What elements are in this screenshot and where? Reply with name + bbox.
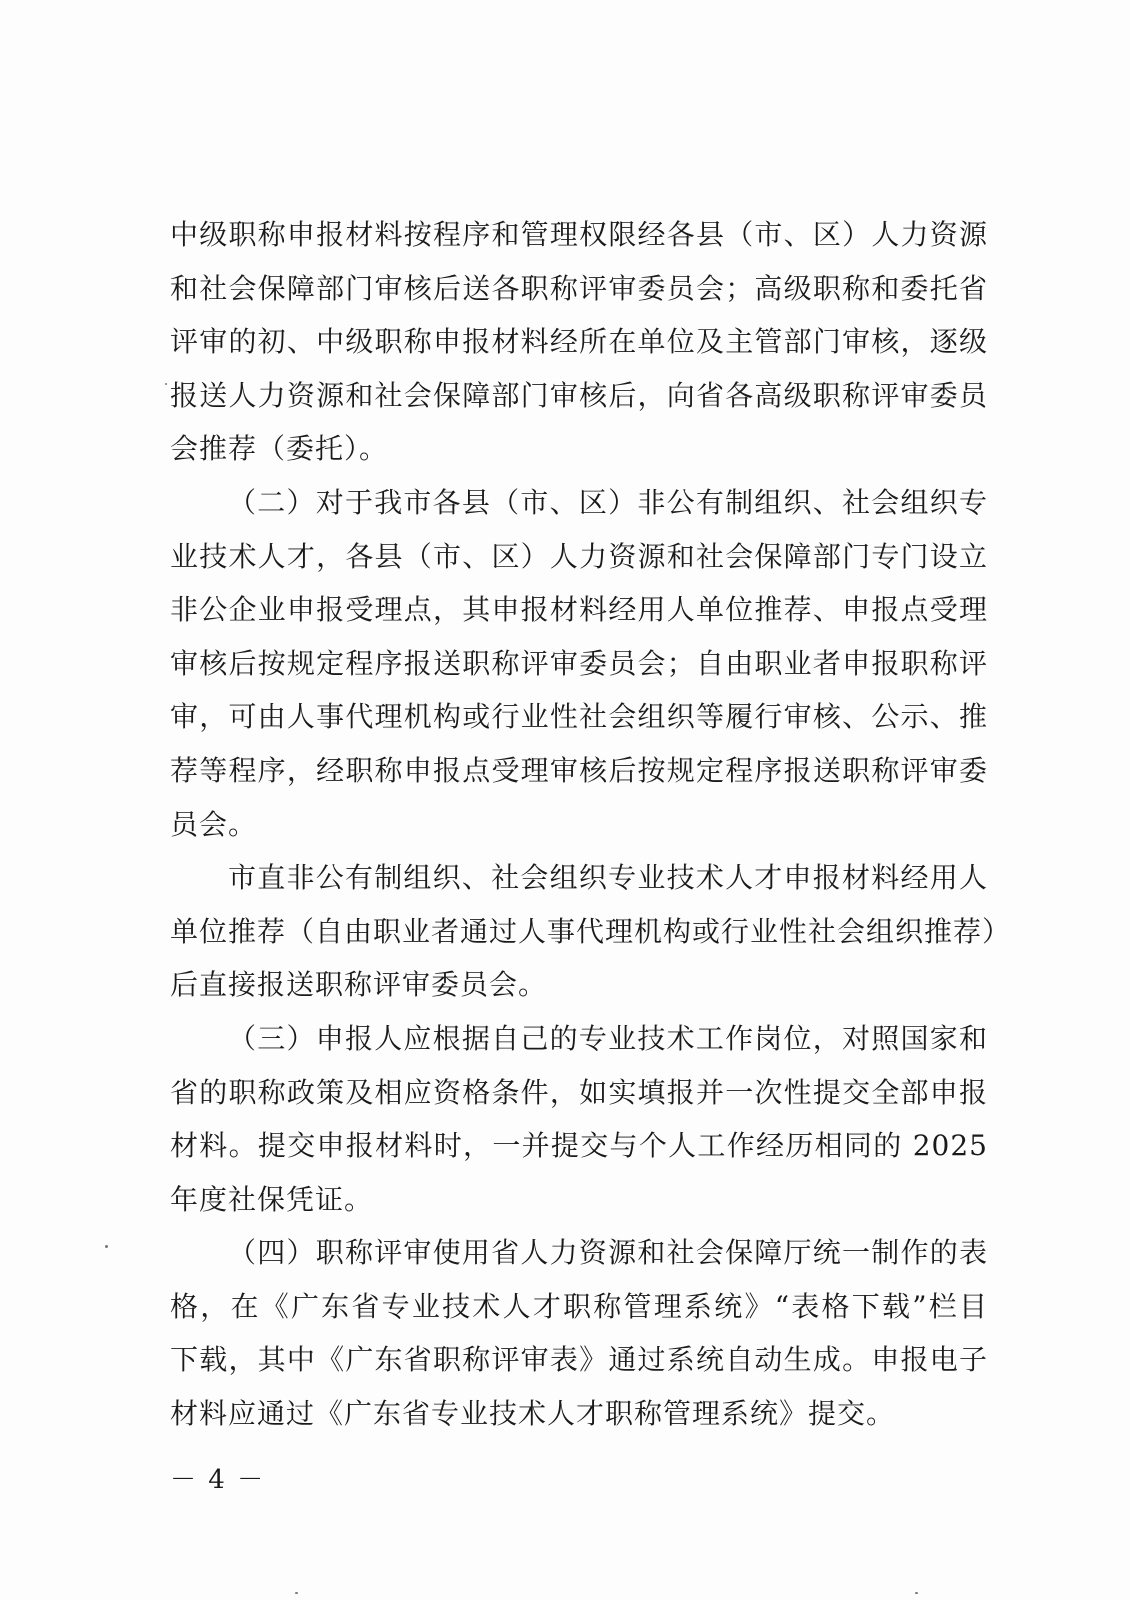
page-number: － 4 － (170, 1465, 266, 1495)
text-line: 非公企业申报受理点，其申报材料经用人单位推荐、申报点受理 (170, 593, 988, 627)
text-line: 报送人力资源和社会保障部门审核后，向省各高级职称评审委员 (170, 378, 988, 412)
text-line: 审，可由人事代理机构或行业性社会组织等履行审核、公示、推 (170, 700, 988, 734)
text-line: 会推荐（委托）。 (170, 432, 389, 466)
text-line: 和社会保障部门审核后送各职称评审委员会；高级职称和委托省 (170, 271, 988, 305)
text-line: 业技术人才，各县（市、区）人力资源和社会保障部门专门设立 (170, 539, 988, 573)
text-line: 荐等程序，经职称申报点受理审核后按规定程序报送职称评审委 (170, 753, 988, 787)
text-line: 材料。提交申报材料时，一并提交与个人工作经历相同的 2025 (170, 1129, 988, 1163)
text-line: 年度社保凭证。 (170, 1182, 374, 1216)
scan-speck (105, 1245, 108, 1248)
text-line: 市直非公有制组织、社会组织专业技术人才申报材料经用人 (228, 861, 988, 895)
text-line: 省的职称政策及相应资格条件，如实填报并一次性提交全部申报 (170, 1075, 988, 1109)
scan-speck (295, 1592, 298, 1594)
text-line: 评审的初、中级职称申报材料经所在单位及主管部门审核，逐级 (170, 325, 988, 359)
text-line: 后直接报送职称评审委员会。 (170, 968, 548, 1002)
text-line: 材料应通过《广东省专业技术人才职称管理系统》提交。 (170, 1397, 896, 1431)
text-line: 中级职称申报材料按程序和管理权限经各县（市、区）人力资源 (170, 218, 988, 251)
scan-speck (165, 383, 167, 385)
text-line: 下载，其中《广东省职称评审表》通过系统自动生成。申报电子 (170, 1343, 988, 1377)
scan-speck (915, 1592, 918, 1594)
body-text (170, 208, 1012, 1441)
text-line: 员会。 (170, 807, 258, 841)
text-line: （四）职称评审使用省人力资源和社会保障厅统一制作的表 (228, 1236, 988, 1270)
text-line: 格，在《广东省专业技术人才职称管理系统》“表格下载”栏目 (170, 1289, 988, 1323)
text-line: （三）申报人应根据自己的专业技术工作岗位，对照国家和 (228, 1021, 988, 1055)
text-line: 单位推荐（自由职业者通过人事代理机构或行业性社会组织推荐） (170, 914, 1012, 948)
text-line: （二）对于我市各县（市、区）非公有制组织、社会组织专 (228, 485, 988, 519)
text-line: 审核后按规定程序报送职称评审委员会；自由职业者申报职称评 (170, 646, 988, 680)
